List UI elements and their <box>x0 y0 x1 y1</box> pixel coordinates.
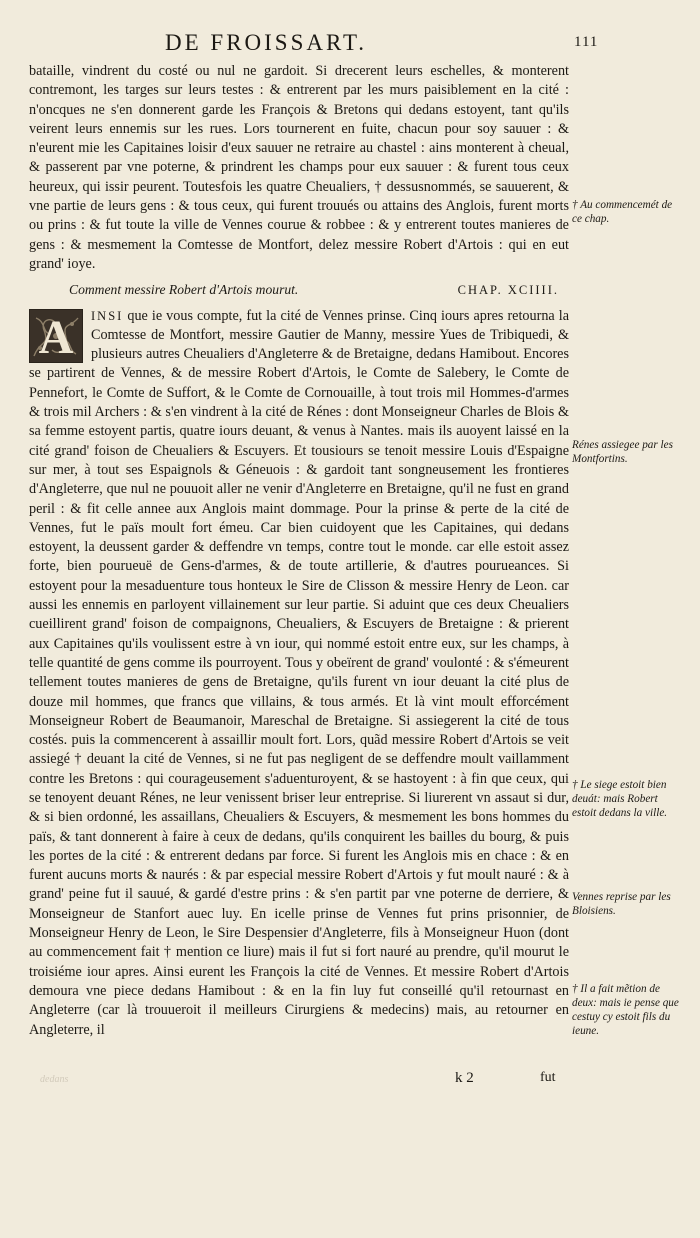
marginal-note: † Il a fait mẽtion de deux: mais ie pense que cestuy cy estoit fils du ieune. <box>572 983 679 1037</box>
opening-smallcaps: INSI <box>91 308 124 323</box>
running-head-title: DE FROISSART. <box>165 30 368 55</box>
paragraph-1: bataille, vindrent du costé ou nul ne gardoit. Si drecerent leurs eschelles, & monterent contremont, les targes sur leurs testes : & entrerent par les murs paisiblement en la cité : n'oncques ne s'en donnerent garde les François & Bretons qui dedans estoyent, tant qu'ils veirent leurs ennemis sur les rues. Lors tournerent en fuite, chacun pour soy sauuer : & n'eurent mie les Capitaines loisir d'eux sauuer ne retraire au chastel : ains monterent à cheual, & passerent par vne poterne, & prindrent les champs pour eux sauuer : & furent tous ceux heureux, qui issir peurent. Toutesfois les quatre Cheualiers, † dessusnommés, se sauuerent, & vne partie de leurs gens : & tous ceux, qui furent trouués ou attains des Anglois, furent morts ou prins : & fut toute la ville de Vennes courue & robbee : & y entrerent toutes manieres de gens : & mesmement la Comtesse de Montfort, delez messire Robert d'Artois : qui en eut grand' ioye. <box>29 63 569 272</box>
decorated-initial <box>29 309 83 363</box>
paragraph-2-text: que ie vous compte, fut la cité de Vennes prinse. Cinq iours apres retourna la Comtesse de Montfort, messire Gautier de Manny, messire Yues de Tribiquedi, & plusieurs autres Cheualiers d'Angleterre & de Bretaigne, dedans Hamibout. Encores se partirent de Vennes, & de messire Robert d'Artois, le Comte de Salebery, le Comte de Pennefort, le Comte de Suffort, & le Comte de Cornouaille, à tout trois mil Hommes-d'armes & trois mil Archers : & s'en vindrent à la cité de Rénes : dont Monseigneur Charles de Blois & sa femme estoyent partis, quatre iours deuant, & venus à Nantes. mais ils auoyent laissé en la cité grand' foison de Cheualiers & Escuyers. Et tousiours se tenoit messire Louis d'Espaigne sur mer, à tout ses Espaignols & Géneuois : & gardoit tant songneusement les frontieres d'Angleterre, que nul ne pouuoit aller ne venir d'Angleterre en Bretaigne, qu'il ne fust en grand peril : & fit celle annee aux Anglois maint dommage. Pour la prinse & perte de la cité de Vennes, fut le païs moult fort émeu. Car bien cuidoyent que les Capitaines, qui dedans estoyent, la deussent garder & deffendre vn temps, contre tout le monde. car elle estoit assez forte, bien pourueuë de Gens-d'armes, & de toute artillerie, & d'autres pourueances. Si estoyent pour la mesaduenture tous honteux le Sire de Clisson & messire Henry de Leon. car aussi les ennemis en parloyent villainement sur leur partie. Si aduint que ces deux Cheualiers cueillirent grand' foison de compaignons, Cheualiers, & Escuyers de Bretaigne : & prierent aux Capitaines qu'ils voulissent estre à vn iour, qui nommé estoit entre eux, sur les champs, à telle quantité de gens comme ils pourroyent. Tous y obeïrent de grand' voulonté : & s'émeurent tellement toutes manieres de gens de Bretaigne, qu'ils furent vn iour deuant la cité plus de douze mil hommes, que francs que villains, & tous armés. Et là vint moult efforcément Monseigneur Robert de Beaumanoir, Mareschal de Bretaigne. Si assiegerent la cité de tous costés. puis la commencerent à assaillir moult fort. Lors, quãd messire Robert d'Artois se veit assiegé † deuant la cité de Vennes, si ne fut pas negligent de se deffendre moult vaillamment contre les Bretons : qui courageusement s'aduenturoyent, & se hastoyent : à fin que ceux, qui se tenoyent deuant Rénes, ne leur venissent briser leur entreprise. Si liurerent vn assaut si dur, & si bien ordonné, les assaillans, Cheualiers & Escuyers, & mesmement les bons hommes du païs, & tant donnerent à faire à ceux de dedans, qu'ils conquirent les bailles du bourg, & puis les portes de la cité : & entrerent dedans par force. Si furent les Anglois mis en chace : & en furent aucuns morts & naurés : & par especial messire Robert d'Artois y fut moult nauré : & à grand' peine fut il sauué, & gardé d'estre prins : & s'en partit par vne poterne de derriere, & Monseigneur de Stanfort auec luy. En icelle prinse de Vennes fut prins prisonnier, de Monseigneur Henry de Leon, le Sire Despensier d'Angleterre, fils à Monseigneur Huon (dont au commencement fait † mention ce liure) mais il fut si fort nauré au prendre, qu'il mourut le troisiéme iour apres. Ainsi eurent les François la cité de Vennes. Et messire Robert d'Artois demoura vne piece dedans Hamibout : & en la fin luy fut conseillé qu'il retournast en Angleterre (car là trouueroit il meilleurs Cirurgiens & medecins) mais, au retourner en Angleterre, il <box>29 307 569 1038</box>
marginal-note: Rénes assiegee par les Montfortins. <box>572 439 673 465</box>
main-text-block <box>29 62 569 1040</box>
paragraph-2 <box>29 307 569 1040</box>
chapter-heading <box>69 280 559 300</box>
initial-letter: A <box>38 310 74 363</box>
marginal-note: † Au commencemét de ce chap. <box>572 199 673 225</box>
bleed-through-text: dedans <box>40 1074 69 1085</box>
signature-mark: k 2 <box>455 1070 474 1086</box>
chapter-title: Comment messire Robert d'Artois mourut. <box>69 282 299 298</box>
marginal-note: Vennes reprise par les Bloisiens. <box>572 891 671 917</box>
marginal-note: † Le siege estoit bien deuát: mais Robert estoit dedans la ville. <box>572 779 668 819</box>
catchword: fut <box>540 1070 556 1085</box>
page-number: 111 <box>574 34 599 50</box>
chapter-number: CHAP. XCIIII. <box>457 283 559 298</box>
